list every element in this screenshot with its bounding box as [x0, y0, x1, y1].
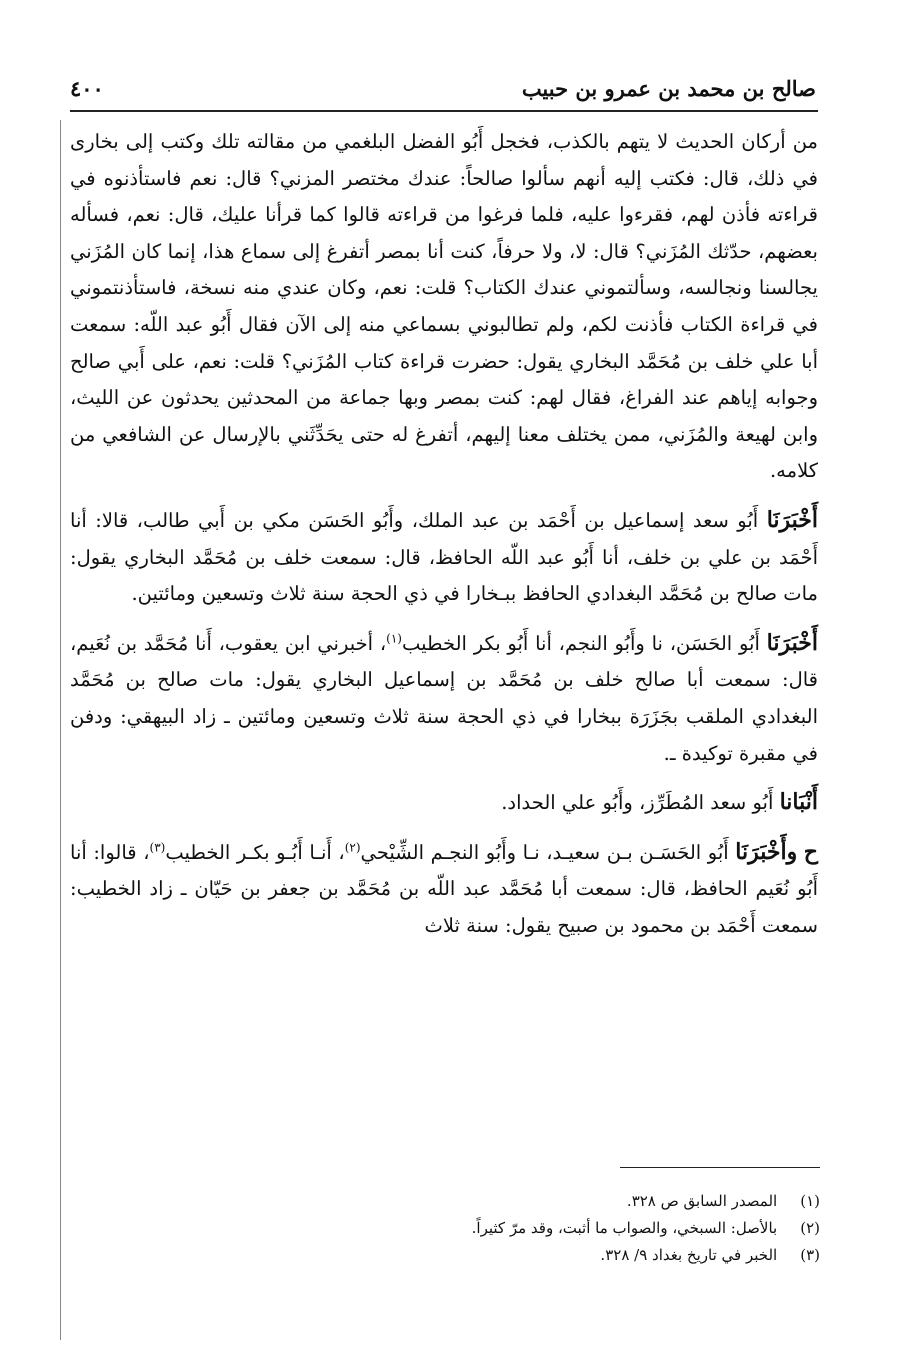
- paragraph-3: [70, 625, 818, 772]
- text-line: نعم فاستأذنوه في قراءته فأذن لهم، فقرءوا عليه، فلما فرغوا من قراءته قالوا كما قرأنا: [70, 166, 818, 227]
- footnote-ref[interactable]: (١): [386, 631, 402, 646]
- page-number: ٤٠٠: [70, 75, 104, 101]
- main-text: [70, 124, 818, 944]
- footnote-text: بالأصل: السبخي، والصواب ما أثبت، وقد مرّ كثيراً.: [471, 1219, 778, 1237]
- margin-line: [60, 120, 61, 1340]
- text-line: أَنا مُحَمَّد بن نُعَيم، قال: سمعت أبا صالح خلف بن مُحَمَّد بن إسماعيل البخاري يقول:: [70, 631, 819, 692]
- footnotes: [260, 1188, 820, 1269]
- footnote-number: (٣): [800, 1246, 820, 1264]
- isnad-lead-word: أَخْبَرَنَا: [766, 506, 819, 533]
- footnote-number: (٢): [800, 1219, 820, 1237]
- text-line: ، أَنـا أَبُـو بكـر: [236, 840, 345, 864]
- text-line: أتفرغ إلى سماع هذا، إنما كان المُزَني يجالسنا ونجالسه، وسألتموني عندك الكتاب؟: [70, 239, 818, 300]
- text-line: عليك، قال: نعم، فسأله بعضهم، حدّثك المُزَني؟ قال: لا، ولا حرفاً، كنت أنا بمصر: [70, 203, 818, 263]
- isnad-lead-word: أَخْبَرَنَا: [766, 629, 818, 656]
- footnote-item: [260, 1188, 820, 1215]
- footnote-number: (١): [800, 1192, 820, 1210]
- text-line: أَبُو سعد إسماعيل بن أَحْمَد بن عبد الملك، وأَبُو الحَسَن مكي بن أَبي: [198, 508, 759, 532]
- text-line: لهيعة والمُزَني، ممن يختلف معنا إليهم، أتفرغ له حتى يحَدِّثَني بالإرسال عن الشافعي: [102, 422, 776, 446]
- isnad-lead-word: أَنْبَانا: [779, 789, 818, 816]
- footnote-item: [260, 1242, 820, 1269]
- paragraph-4: [70, 784, 818, 822]
- footnote-ref[interactable]: (٢): [344, 840, 361, 855]
- text-line: البخاري يقول: حضرت قراءة كتاب المُزَني؟ قلت: نعم، على أَبي صالح وجوابه إياهم: [70, 349, 818, 410]
- paragraph-1: [70, 124, 818, 490]
- text-line: تطالبوني بسماعي منه إلى الآن فقال أَبُو عبد اللّه: سمعت أبا علي خلف بن مُحَمَّد: [70, 312, 819, 373]
- text-line: أَبُو سعد المُطَرِّز، وأَبُو علي الحداد.: [501, 791, 774, 815]
- footnote-ref[interactable]: (٣): [149, 840, 166, 855]
- text-line: أَبُو الحَسَـن بـن سعيـد، نـا وأَبُو النجـم الشِّيْحي: [360, 840, 729, 864]
- page-header: [70, 68, 816, 108]
- text-line: قلت: نعم، وكان عندي منه نسخة، فاستأذنتموني في قراءة الكتاب فأذنت لكم، ولم: [70, 276, 819, 336]
- text-line: أَبُو الحَسَن، نا وأَبُو النجم، أنا أَبُو بكر الخطيب: [401, 631, 760, 655]
- text-line: الخطيب: [165, 840, 231, 864]
- text-line: طالب، قالا: أنا أَحْمَد بن علي بن خلف، أنا أَبُو عبد اللّه الحافظ، قال: سمعت: [70, 508, 819, 569]
- text-line: خلف بن مُحَمَّد البخاري يقول: مات صالح بن مُحَمَّد البغدادي الحافظ ببـخارا في ذي: [70, 545, 818, 606]
- footnote-item: [260, 1215, 820, 1242]
- text-line: جعفر بن حَيّان ـ زاد الخطيب: سمعت أَحْمَد بن محمود بن صبيح يقول: سنة ثلاث: [70, 877, 818, 937]
- text-line: من كلامه.: [70, 422, 818, 483]
- text-line: الحجة سنة ثلاث وتسعين ومائتين.: [131, 582, 398, 606]
- text-line: عند الفراغ، فقال لهم: كنت بمصر وبها جماعة من المحدثين يحدثون عن الليث، وابن: [70, 386, 819, 446]
- text-line: إلى بخارى في ذلك، قال: فكتب إليه أنهم سألوا صالحاً: عندك مختصر المزني؟ قال:: [70, 130, 818, 190]
- running-title: صالح بن محمد بن عمرو بن حبيب: [521, 75, 816, 101]
- text-line: مات صالح بن مُحَمَّد البغدادي الملقب بجَزَرَة ببخارا في ذي الحجة سنة ثلاث وتسعين: [70, 668, 819, 728]
- tahwil-marker: ح: [803, 838, 818, 865]
- footnote-text: المصدر السابق ص ٣٢٨.: [626, 1192, 778, 1210]
- text-line: ، أخبرني ابن يعقوب،: [218, 631, 387, 655]
- isnad-lead-word: وأَخْبَرَنَا: [735, 838, 798, 865]
- header-rule: [70, 110, 818, 112]
- text-line: من أركان الحديث لا يتهم بالكذب، فخجل أَبُو الفضل البلغمي من مقالته تلك وكتب: [160, 130, 818, 153]
- paragraph-5: [70, 834, 818, 945]
- text-line: ومائتين ـ زاد البيهقي: ودفن في مقبرة توكيدة ـ.: [70, 704, 818, 765]
- footnote-text: الخبر في تاريخ بغداد ٩/ ٣٢٨.: [600, 1246, 778, 1264]
- text-line: ، قالوا: أنا أَبُو نُعَيم الحافظ، قال: سمعت أبا مُحَمَّد عبد اللّه بن مُحَمَّد بن: [70, 840, 819, 901]
- footnote-rule: [620, 1167, 820, 1168]
- paragraph-2: [70, 502, 818, 613]
